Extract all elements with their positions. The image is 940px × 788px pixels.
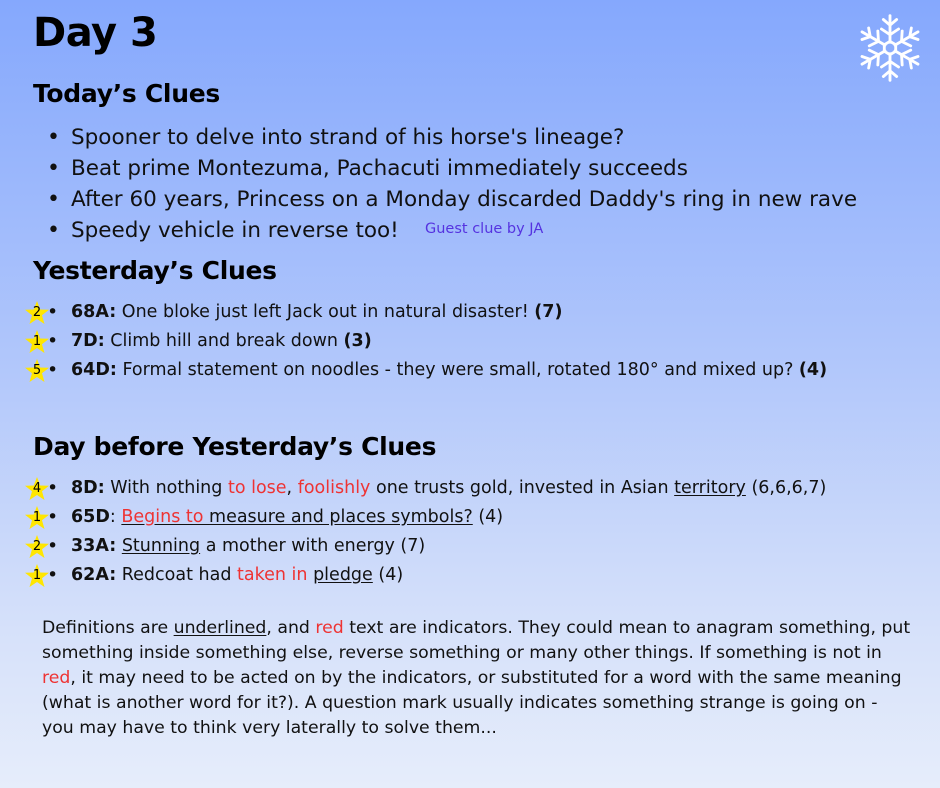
clue-length: (3) — [343, 331, 372, 351]
clue-id: 65D — [71, 507, 110, 527]
legend-text: text are indicators. They could mean to anagram something, put something inside something else, reverse something or many other things. If something is not in — [42, 618, 911, 663]
definition-text: territory — [674, 478, 746, 498]
legend-text: Definitions are — [42, 618, 174, 638]
legend-underlined-example: underlined — [173, 618, 267, 638]
snowflake-icon — [852, 10, 928, 86]
section-day-before-title: Day before Yesterday’s Clues — [33, 432, 437, 461]
clue-id: 62A: — [71, 565, 117, 585]
clue-text: Climb hill and break down — [104, 331, 344, 351]
clue-length: (7) — [534, 302, 563, 322]
clue-length: (4) — [372, 565, 404, 585]
bullet: • — [47, 301, 59, 323]
difficulty-rating: 1 — [32, 334, 42, 349]
clue-text: Redcoat had — [116, 565, 238, 585]
clue-text: Formal statement on noodles - they were small, rotated 180° and mixed up? — [116, 360, 799, 380]
definition-text: pledge — [313, 565, 373, 585]
clue-id: 8D: — [71, 478, 105, 498]
list-item — [20, 356, 827, 385]
list-item — [20, 327, 827, 356]
list-item: • After 60 years, Princess on a Monday discarded Daddy's ring in new rave — [33, 184, 857, 215]
difficulty-rating: 1 — [32, 568, 42, 583]
clue-length: (4) — [472, 507, 504, 527]
indicator-text: foolishly — [297, 478, 371, 498]
list-item — [20, 474, 826, 503]
clue-id: 64D: — [71, 360, 117, 380]
clue-text: one trusts gold, invested in Asian — [370, 478, 675, 498]
bullet: • — [47, 359, 59, 381]
clue-text: With nothing — [104, 478, 228, 498]
yesterday-clues-list — [20, 298, 827, 385]
clue-text: , — [286, 478, 298, 498]
section-today-title: Today’s Clues — [33, 79, 220, 108]
list-item — [20, 298, 827, 327]
list-item — [20, 532, 826, 561]
legend-red-example: red — [42, 668, 71, 688]
list-item — [20, 561, 826, 590]
difficulty-rating: 2 — [32, 539, 42, 554]
clue-length: (6,6,6,7) — [745, 478, 827, 498]
section-yesterday-title: Yesterday’s Clues — [33, 256, 277, 285]
definition-text: Stunning — [121, 536, 201, 556]
difficulty-rating: 4 — [32, 481, 42, 496]
day-before-clues-list — [20, 474, 826, 590]
legend-text: , it may need to be acted on by the indicators, or substituted for a word with the same meaning (what is another word for it?). A question mark usually indicates something strange is going on - you may have to think very laterally to solve them... — [42, 668, 902, 738]
clue-text: One bloke just left Jack out in natural disaster! — [116, 302, 535, 322]
bullet: • — [47, 535, 59, 557]
difficulty-rating: 2 — [32, 305, 42, 320]
clue-text: a mother with energy (7) — [200, 536, 426, 556]
bullet: • — [47, 506, 59, 528]
legend-text: , and — [266, 618, 316, 638]
bullet: • — [47, 330, 59, 352]
clue-id: 68A: — [71, 302, 117, 322]
list-item — [20, 503, 826, 532]
clue-length: (4) — [798, 360, 828, 380]
legend-red-example: red — [315, 618, 344, 638]
list-item: • Spooner to delve into strand of his horse's lineage? — [33, 122, 857, 153]
list-item: • Beat prime Montezuma, Pachacuti immediately succeeds — [33, 153, 857, 184]
legend-explanation — [42, 616, 912, 741]
guest-credit: Guest clue by JA — [425, 221, 544, 237]
list-item: • Speedy vehicle in reverse too! — [33, 215, 857, 246]
bullet: • — [47, 564, 59, 586]
indicator-text: Begins to — [121, 507, 210, 527]
clue-text: : — [109, 507, 122, 527]
difficulty-rating: 1 — [32, 510, 42, 525]
indicator-text: to lose — [227, 478, 287, 498]
clue-id: 33A: — [71, 536, 117, 556]
difficulty-rating: 5 — [32, 363, 42, 378]
clue-id: 7D: — [71, 331, 105, 351]
indicator-text: taken in — [237, 565, 308, 585]
bullet: • — [47, 477, 59, 499]
definition-text: measure and places symbols? — [209, 507, 473, 527]
page-title: Day 3 — [33, 10, 158, 56]
